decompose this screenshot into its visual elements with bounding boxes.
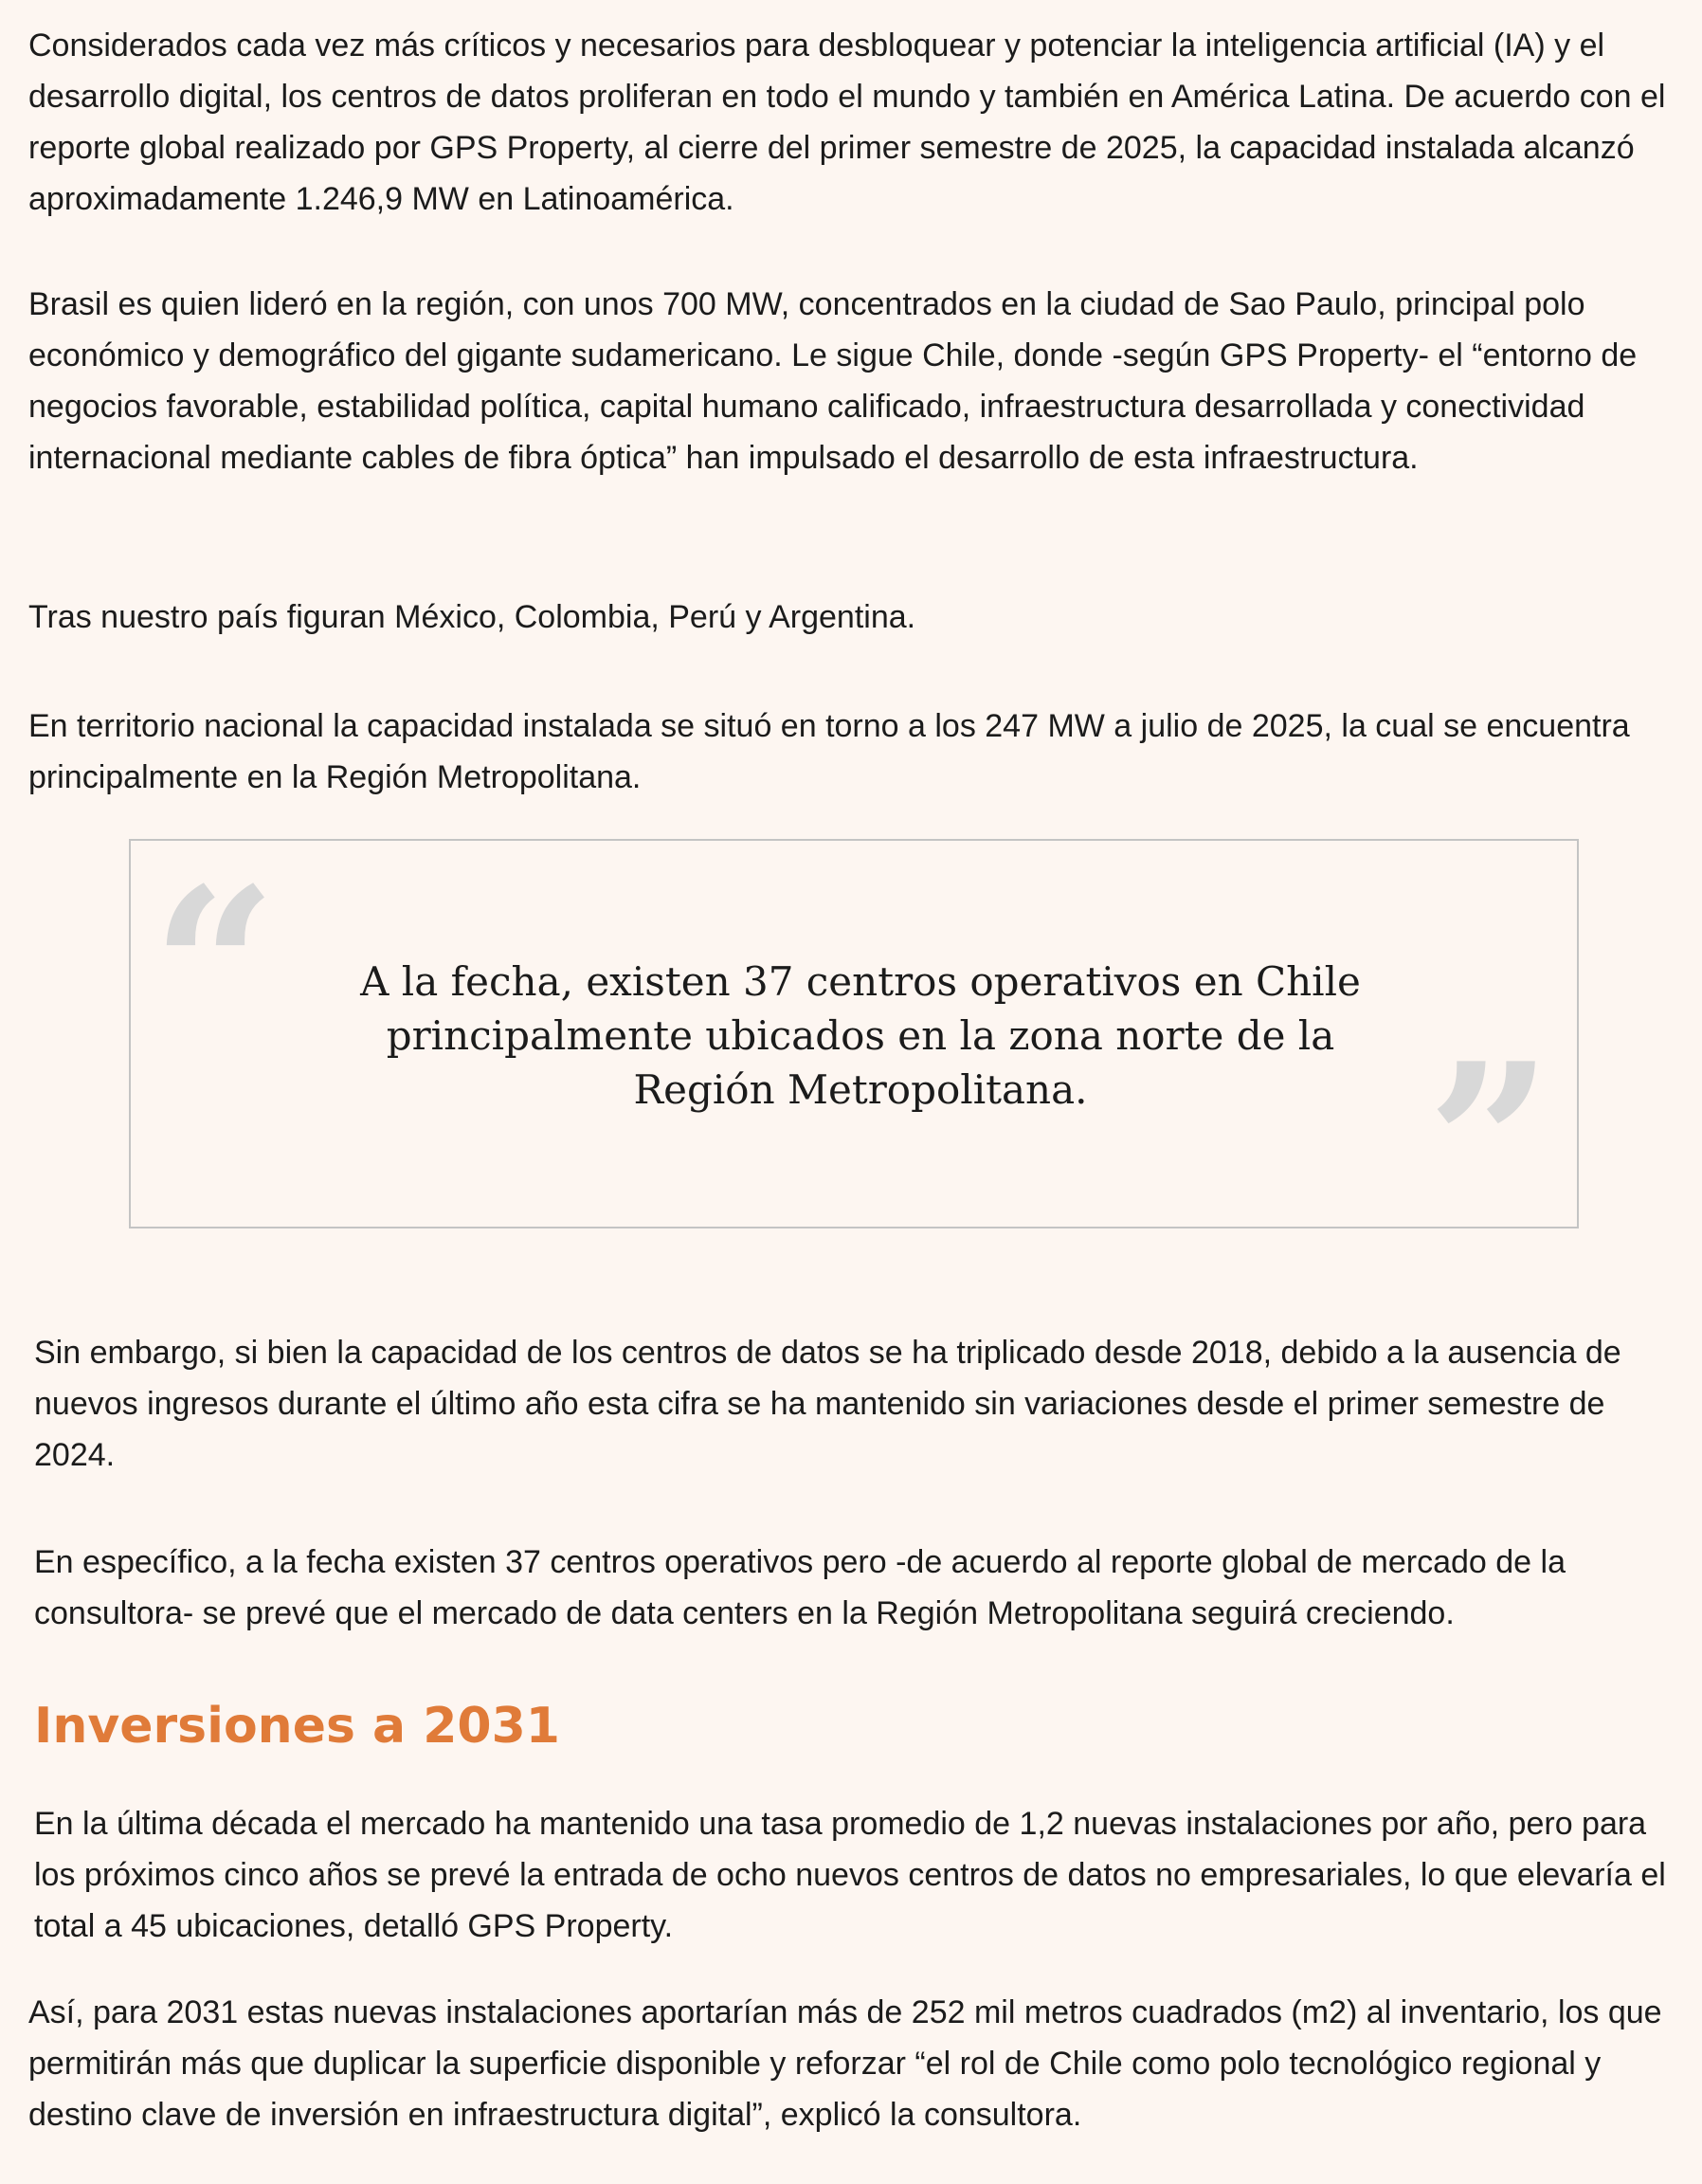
paragraph-national-capacity: En territorio nacional la capacidad instalada se situó en torno a los 247 MW a julio de 2025, la cual se encuentra principalmente en la Región Metropolitana. bbox=[28, 708, 1639, 795]
paragraph-operating-centers: En específico, a la fecha existen 37 centros operativos pero -de acuerdo al reporte global de mercado de la consultora- se prevé que el mercado de data centers en la Región Metropolitana seguirá creciendo. bbox=[34, 1544, 1575, 1631]
paragraph-tripled-capacity: Sin embargo, si bien la capacidad de los centros de datos se ha triplicado desde 2018, debido a la ausencia de nuevos ingresos durante el último año esta cifra se ha mantenido sin variaciones desde el primer semestre de 2024. bbox=[34, 1335, 1631, 1473]
paragraph-latam-capacity: Considerados cada vez más críticos y necesarios para desbloquear y potenciar la inteligencia artificial (IA) y el desarrollo digital, los centros de datos proliferan en todo el mundo y también en América Latina. De acuerdo con el reporte global realizado por GPS Property, al cierre del primer semestre de 2025, la capacidad instalada alcanzó aproximadamente 1.246,9 MW en Latinoamérica. bbox=[28, 27, 1675, 217]
close-quote-icon: ” bbox=[1426, 1016, 1552, 1272]
paragraph-2031-inventory: Así, para 2031 estas nuevas instalaciones aportarían más de 252 mil metros cuadrados (m2) al inventario, los que permitirán más que duplicar la superficie disponible y reforzar “el rol de Chile como polo tecnológico regional y destino clave de inversión en infraestructura digital”, explicó la consultora. bbox=[28, 1994, 1672, 2133]
section-heading: Inversiones a 2031 bbox=[34, 1698, 560, 1755]
paragraph-brasil-chile: Brasil es quien lideró en la región, con unos 700 MW, concentrados en la ciudad de Sao Paulo, principal polo económico y demográfico del gigante sudamericano. Le sigue Chile, donde -según GPS Property- el “entorno de negocios favorable, estabilidad política, capital humano calificado, infraestructura desarrollada y conectividad internacional mediante cables de fibra óptica” han impulsado el desarrollo de esta infraestructura. bbox=[28, 286, 1646, 476]
pull-quote bbox=[129, 839, 1579, 1272]
paragraph-other-countries: Tras nuestro país figuran México, Colombia, Perú y Argentina. bbox=[28, 599, 916, 635]
paragraph-new-installations: En la última década el mercado ha mantenido una tasa promedio de 1,2 nuevas instalaciones por año, pero para los próximos cinco años se prevé la entrada de ocho nuevos centros de datos no empresariales, lo que elevaría el total a 45 ubicaciones, detalló GPS Property. bbox=[34, 1806, 1675, 1944]
pull-quote-text: A la fecha, existen 37 centros operativos en Chile principalmente ubicados en la zona norte de la Región Metropolitana. bbox=[360, 958, 1361, 1113]
open-quote-icon: “ bbox=[152, 841, 278, 1097]
